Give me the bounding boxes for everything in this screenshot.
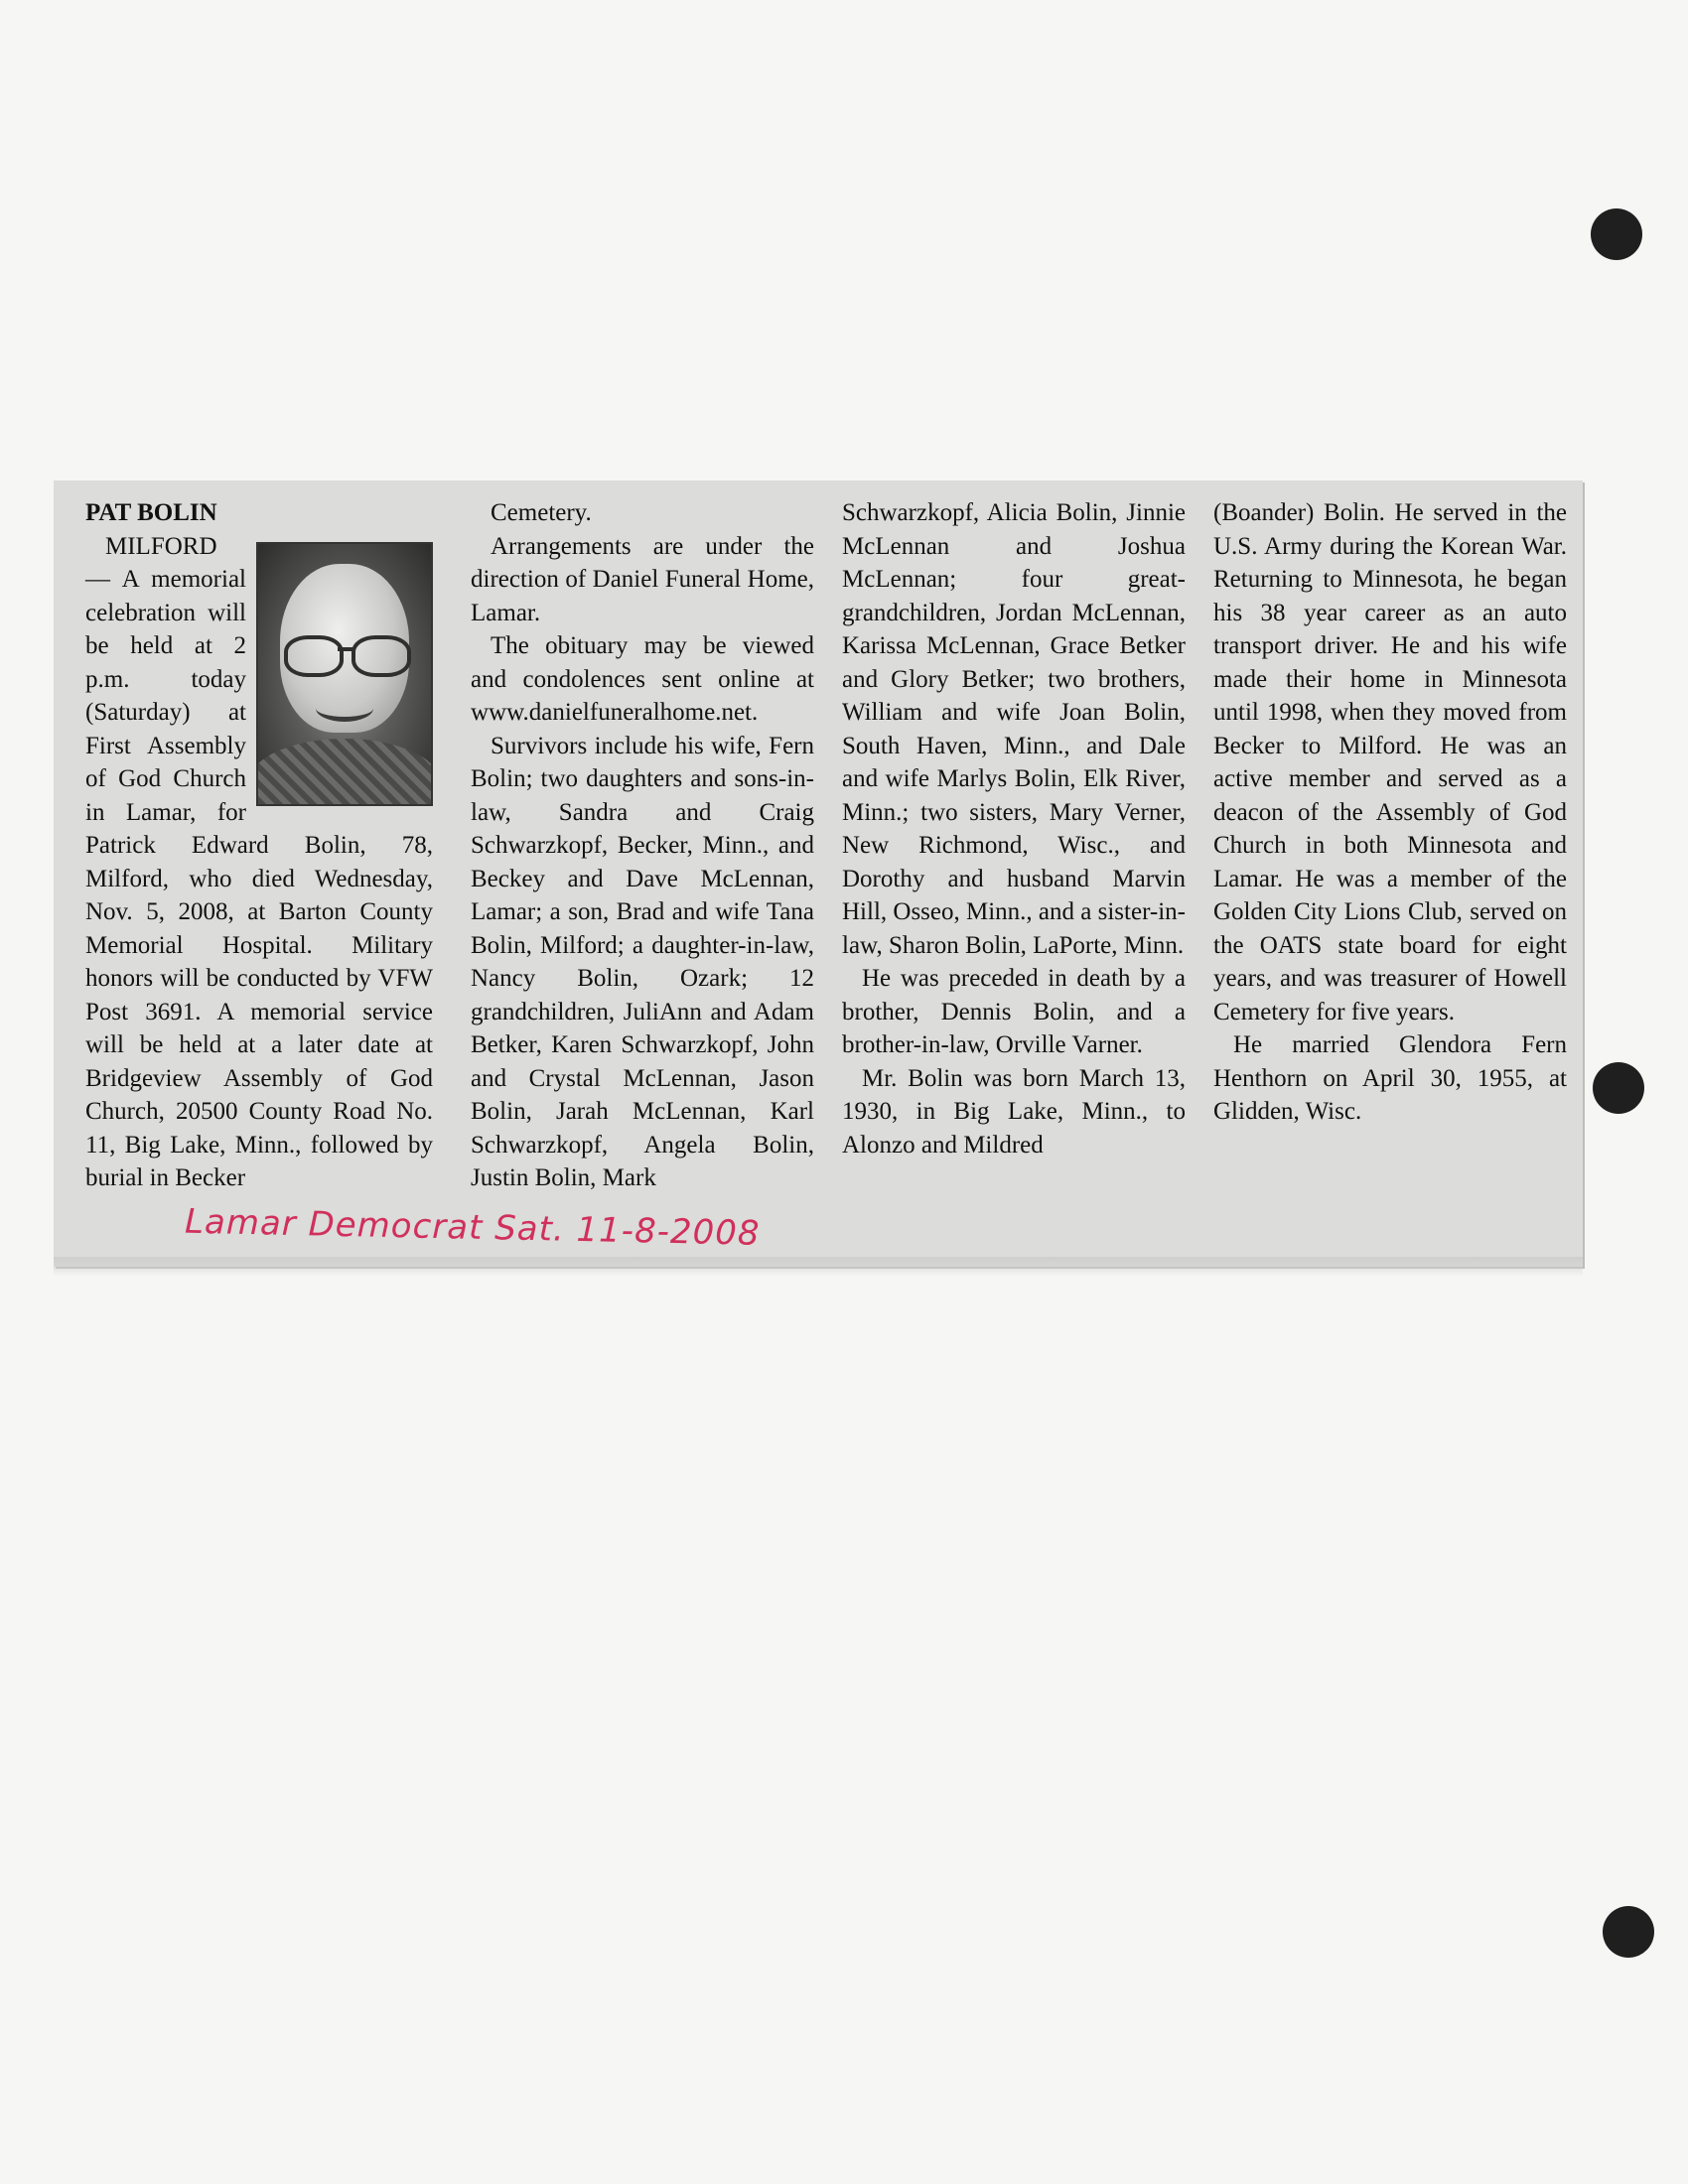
paragraph: He married Glendora Fern Henthorn on April 30, 1955, at Glidden, Wisc. bbox=[1213, 1031, 1567, 1125]
paragraph: (Boander) Bolin. He served in the U.S. Army during the Korean War. Returning to Minnesota, he began his 38 year career as an auto transport driver. He and his wife made their home in Minnesota until 1998, when they moved from Becker to Milford. He was an active member and served as a deacon of the Assembly of God Church in both Minnesota and Lamar. He was a member of the Golden City Lions Club, served on the OATS state board for eight years, and was treasurer of Howell Cemetery for five years. bbox=[1213, 499, 1567, 1025]
column-1 bbox=[85, 496, 433, 1195]
clipping-torn-edge bbox=[54, 1257, 1583, 1277]
paragraph: Schwarzkopf, Alicia Bolin, Jinnie McLennan and Joshua McLennan; four great-grandchildren, Jordan McLennan, Karissa McLennan, Grace Betker and Glory Betker; two brothers, William and wife Joan Bolin, South Haven, Minn., and Dale and wife Marlys Bolin, Elk River, Minn.; two sisters, Mary Verner, New Richmond, Wisc., and Dorothy and husband Marvin Hill, Osseo, Minn., and a sister-in-law, Sharon Bolin, LaPorte, Minn. bbox=[842, 499, 1186, 959]
binder-hole bbox=[1593, 1062, 1644, 1114]
portrait-photo-icon bbox=[256, 542, 433, 806]
paragraph: Cemetery. bbox=[491, 499, 592, 526]
column-2 bbox=[471, 496, 814, 1195]
paragraph: He was preceded in death by a brother, Dennis Bolin, and a brother-in-law, Orville Varner. bbox=[842, 965, 1186, 1058]
column-3 bbox=[842, 496, 1186, 1161]
photo-frame bbox=[256, 542, 433, 812]
column-4 bbox=[1213, 496, 1567, 1129]
paragraph: The obituary may be viewed and condolences sent online at www.danielfuneralhome.net. bbox=[471, 632, 814, 726]
paragraph: Mr. Bolin was born March 13, 1930, in Big Lake, Minn., to Alonzo and Mildred bbox=[842, 1064, 1186, 1159]
headline: PAT BOLIN bbox=[85, 499, 217, 526]
paragraph: Arrangements are under the direction of Daniel Funeral Home, Lamar. bbox=[471, 532, 814, 626]
binder-hole bbox=[1591, 208, 1642, 260]
lead-paragraph: — A memorial celebration will be held at 2 p.m. today (Saturday) at First Assembly of God Church in Lamar, for Patrick Edward Bolin, 78, Milford, who died Wednesday, Nov. 5, 2008, at Barton County Memorial Hospital. Military honors will be conducted by VFW Post 3691. A memorial service will be held at a later date at Bridgeview Assembly of God Church, 20500 County Road No. 11, Big Lake, Minn., followed by burial in Becker bbox=[85, 566, 433, 1191]
survivors-paragraph: Survivors include his wife, Fern Bolin; two daughters and sons-in-law, Sandra and Craig Schwarzkopf, Becker, Minn., and Beckey and Dave McLennan, Lamar; a son, Brad and wife Tana Bolin, Milford; a daughter-in-law, Nancy Bolin, Ozark; 12 grandchildren, JuliAnn and Adam Betker, Karen Schwarzkopf, John and Crystal McLennan, Jason Bolin, Jarah McLennan, Karl Schwarzkopf, Angela Bolin, Justin Bolin, Mark bbox=[471, 732, 814, 1191]
dateline: MILFORD bbox=[105, 532, 217, 560]
handwritten-note: Lamar Democrat Sat. 11-8-2008 bbox=[184, 1201, 761, 1254]
binder-hole bbox=[1603, 1906, 1654, 1958]
